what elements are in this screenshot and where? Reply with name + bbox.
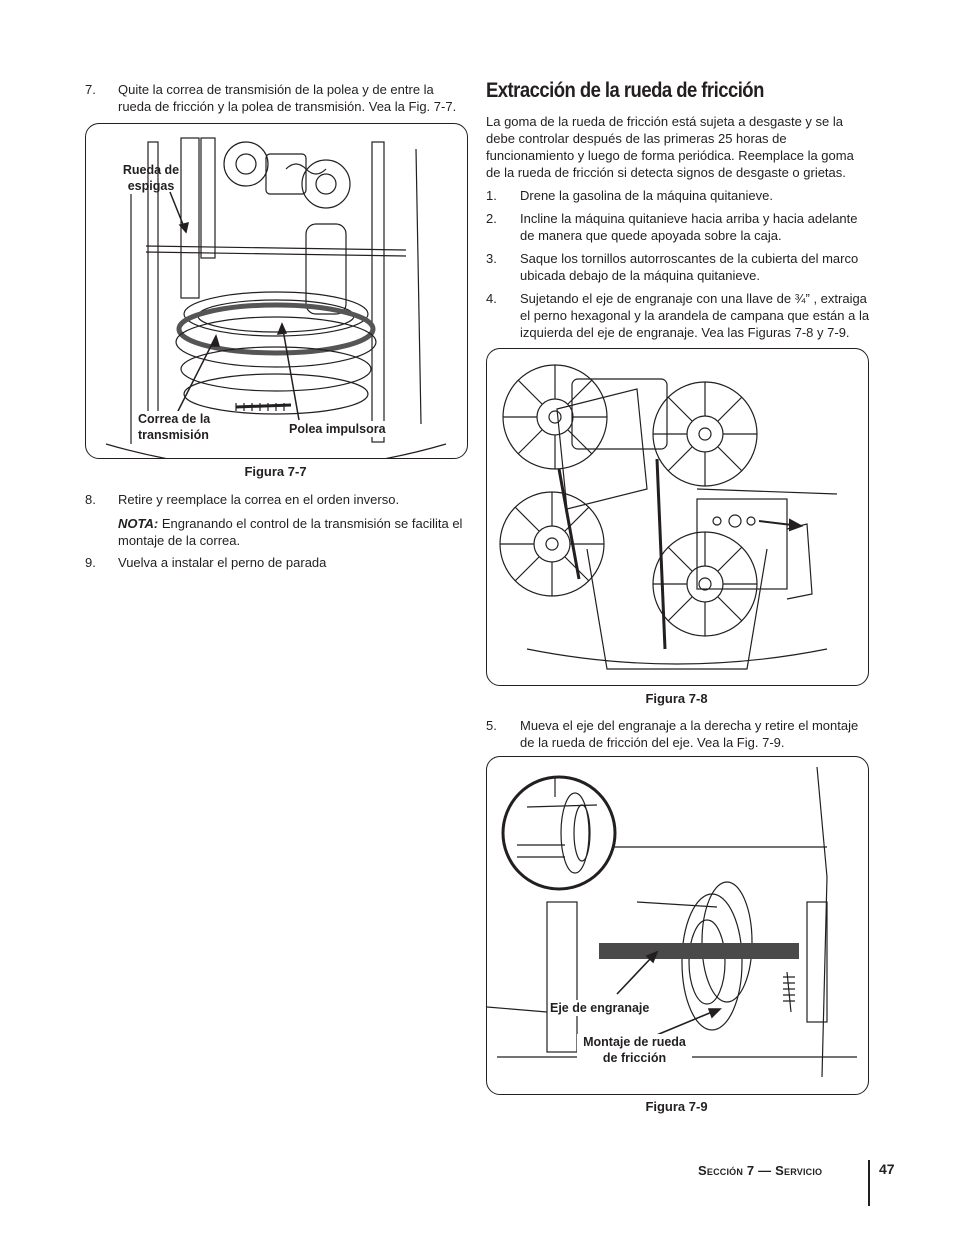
step-5 (486, 717, 871, 753)
callout-belt: Correa de la transmisión (138, 411, 218, 443)
step-8 (85, 491, 465, 509)
step-number: 9. (85, 555, 96, 570)
footer-section-label: Sección 7 — Servicio (698, 1163, 823, 1178)
callout-assembly: Montaje de rueda de fricción (577, 1034, 692, 1066)
step-text: Drene la gasolina de la máquina quitanieve. (520, 188, 773, 203)
page-number: 47 (879, 1161, 895, 1177)
wheel (503, 365, 607, 469)
figure-7-9-caption: Figura 7-9 (645, 1099, 708, 1114)
step-number: 2. (486, 211, 497, 226)
callout-pulley: Polea impulsora (289, 421, 399, 437)
figure-7-7 (85, 123, 468, 459)
step-text: Retire y reemplace la correa en el orden inverso. (118, 492, 400, 507)
footer-divider (868, 1160, 870, 1206)
step-2 (486, 210, 871, 246)
step-text: Mueva el eje del engranaje a la derecha y retire el montaje de la rueda de fricción del eje. Vea la Fig. 7-9. (520, 718, 859, 750)
step-text: Quite la correa de transmisión de la polea y de entre la rueda de fricción y la polea de transmisión. Vea la Fig. 7-7. (118, 82, 457, 114)
intro-paragraph: La goma de la rueda de fricción está sujeta a desgaste y se la debe controlar después de las primeras 25 horas de funcionamiento y luego de forma periódica. Reemplace la goma de la rueda de fricción si detecta signos de desgaste o grietas. (486, 114, 854, 180)
step-text: Incline la máquina quitanieve hacia arriba y hacia adelante de manera que quede apoyada sobre la caja. (520, 211, 858, 243)
step-4 (486, 290, 871, 344)
step-number: 5. (486, 718, 497, 733)
step-7 (85, 81, 465, 117)
step-number: 8. (85, 492, 96, 507)
step-number: 7. (85, 82, 96, 97)
figure-7-9 (486, 756, 869, 1095)
step-text: Sujetando el eje de engranaje con una llave de ¾” , extraiga el perno hexagonal y la arandela de campana que están a la izquierda del eje de engranaje. Vea las Figuras 7-8 y 7-9. (520, 291, 870, 340)
note-label: NOTA: (118, 516, 159, 531)
step-9 (85, 554, 465, 572)
callout-sprocket: Rueda de espigas (122, 163, 180, 193)
step-text: Saque los tornillos autorroscantes de la cubierta del marco ubicada debajo de la máquina quitanieve. (520, 251, 859, 283)
figure-7-8-caption: Figura 7-8 (645, 691, 708, 706)
step-number: 4. (486, 291, 497, 306)
gear-shaft (599, 943, 799, 959)
note-text: Engranando el control de la transmisión se facilita el montaje de la correa. (118, 516, 463, 548)
note (118, 515, 468, 549)
step-number: 3. (486, 251, 497, 266)
step-1 (486, 187, 871, 205)
figure-7-7-caption: Figura 7-7 (244, 464, 307, 479)
figure-7-8 (486, 348, 869, 686)
step-3 (486, 250, 871, 286)
section-heading: Extracción de la rueda de fricción (486, 79, 764, 102)
callout-shaft: Eje de engranaje (550, 1000, 670, 1016)
figure-7-8-illustration (487, 349, 868, 685)
step-number: 1. (486, 188, 497, 203)
step-text: Vuelva a instalar el perno de parada (118, 555, 327, 570)
